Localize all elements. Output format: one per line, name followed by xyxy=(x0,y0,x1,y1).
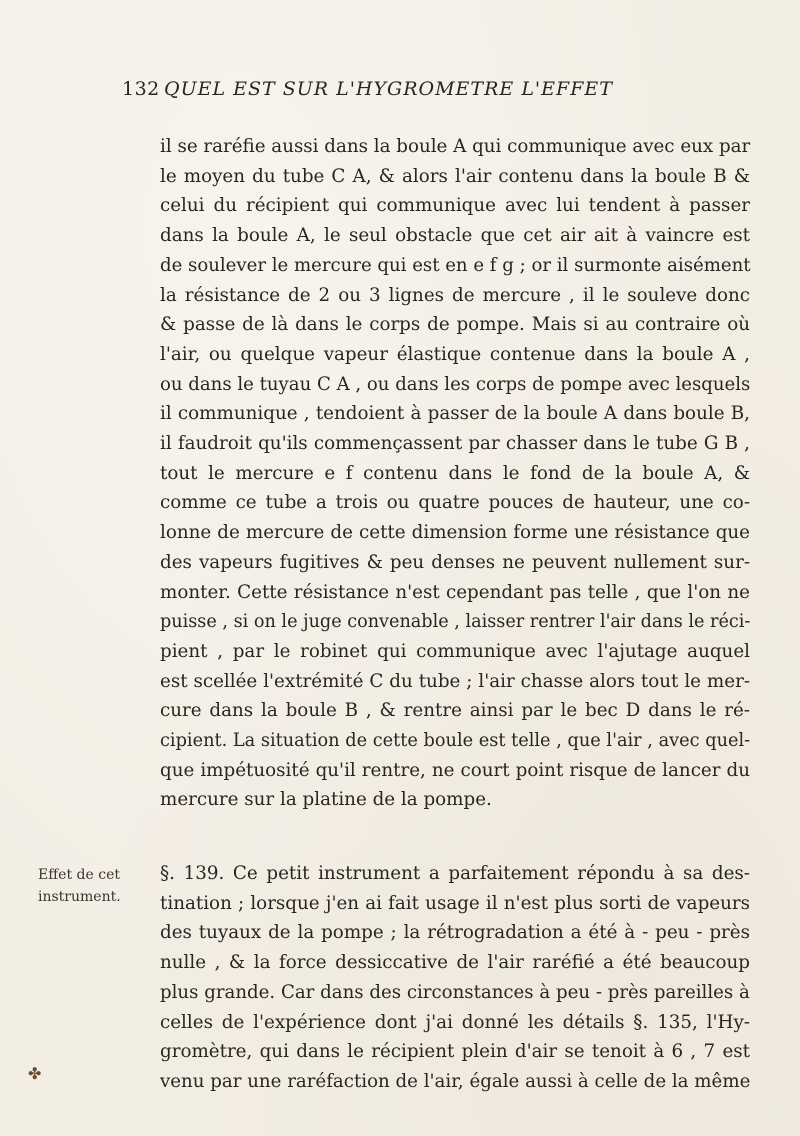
text-line: il se raréfie aussi dans la boule A qui communique avec eux par xyxy=(160,136,751,157)
text-line: des tuyaux de la pompe ; la rétrogradation a été à - peu - près xyxy=(160,922,750,944)
text-line: est scellée l'extrémité C du tube ; l'air chasse alors tout le mer- xyxy=(160,670,750,692)
text-line: mercure sur la platine de la pompe. xyxy=(160,789,492,811)
fleuron-icon: ✤ xyxy=(28,1064,42,1083)
text-line: lonne de mercure de cette dimension forme une résistance que xyxy=(160,522,750,544)
text-line: dans la boule A, le seul obstacle que cet air ait à vaincre est xyxy=(160,225,750,247)
text-line: la résistance de 2 ou 3 lignes de mercure , il le souleve donc xyxy=(160,284,750,306)
text-line: monter. Cette résistance n'est cependant pas telle , que l'on ne xyxy=(160,581,750,603)
text-line: pient , par le robinet qui communique avec l'ajutage auquel xyxy=(160,640,750,662)
text-line: plus grande. Car dans des circonstances à peu - près pareilles à xyxy=(160,981,750,1003)
paragraph-1 xyxy=(160,132,750,815)
text-line: & passe de là dans le corps de pompe. Mais si au contraire où xyxy=(160,314,750,336)
text-line: tination ; lorsque j'en ai fait usage il n'est plus sorti de vapeurs xyxy=(160,892,750,914)
text-line: tout le mercure e f contenu dans le fond de la boule A, & xyxy=(160,462,750,484)
running-title: QUEL EST SUR L'HYGROMETRE L'EFFET xyxy=(164,78,613,100)
text-line: de soulever le mercure qui est en e f g ; or il surmonte aisément xyxy=(160,254,751,276)
margin-note-line: instrument. xyxy=(38,889,121,905)
text-line: des vapeurs fugitives & peu denses ne peuvent nullement sur- xyxy=(160,551,750,573)
text-line: puisse , si on le juge convenable , laisser rentrer l'air dans le réci- xyxy=(160,611,751,633)
text-line: nulle , & la force dessiccative de l'air raréfié a été beaucoup xyxy=(160,952,750,974)
text-line: celui du récipient qui communique avec lui tendent à passer xyxy=(160,195,750,217)
text-line: comme ce tube a trois ou quatre pouces de hauteur, une co- xyxy=(160,492,750,514)
text-line: §. 139. Ce petit instrument a parfaitement répondu à sa des- xyxy=(160,863,750,884)
margin-note xyxy=(38,864,148,908)
text-line: cure dans la boule B , & rentre ainsi par le bec D dans le ré- xyxy=(160,700,750,722)
text-line: il communique , tendoient à passer de la boule A dans boule B, xyxy=(160,403,750,425)
running-head xyxy=(122,78,682,108)
text-line: gromètre, qui dans le récipient plein d'air se tenoit à 6 , 7 est xyxy=(160,1041,750,1063)
text-line: celles de l'expérience dont j'ai donné les détails §. 135, l'Hy- xyxy=(160,1011,750,1033)
margin-note-line: Effet de cet xyxy=(38,867,120,883)
page-number: 132 xyxy=(122,78,160,100)
text-line: l'air, ou quelque vapeur élastique contenue dans la boule A , xyxy=(160,343,750,365)
text-line: venu par une raréfaction de l'air, égale aussi à celle de la même xyxy=(160,1070,751,1092)
text-line: que impétuosité qu'il rentre, ne court point risque de lancer du xyxy=(160,759,750,781)
text-line: cipient. La situation de cette boule est telle , que l'air , avec quel- xyxy=(160,730,751,752)
paragraph-2 xyxy=(160,859,750,1097)
text-line: le moyen du tube C A, & alors l'air contenu dans la boule B & xyxy=(160,165,750,187)
text-line: ou dans le tuyau C A , ou dans les corps de pompe avec lesquels xyxy=(160,373,751,395)
text-line: il faudroit qu'ils commençassent par chasser dans le tube G B , xyxy=(160,433,750,455)
